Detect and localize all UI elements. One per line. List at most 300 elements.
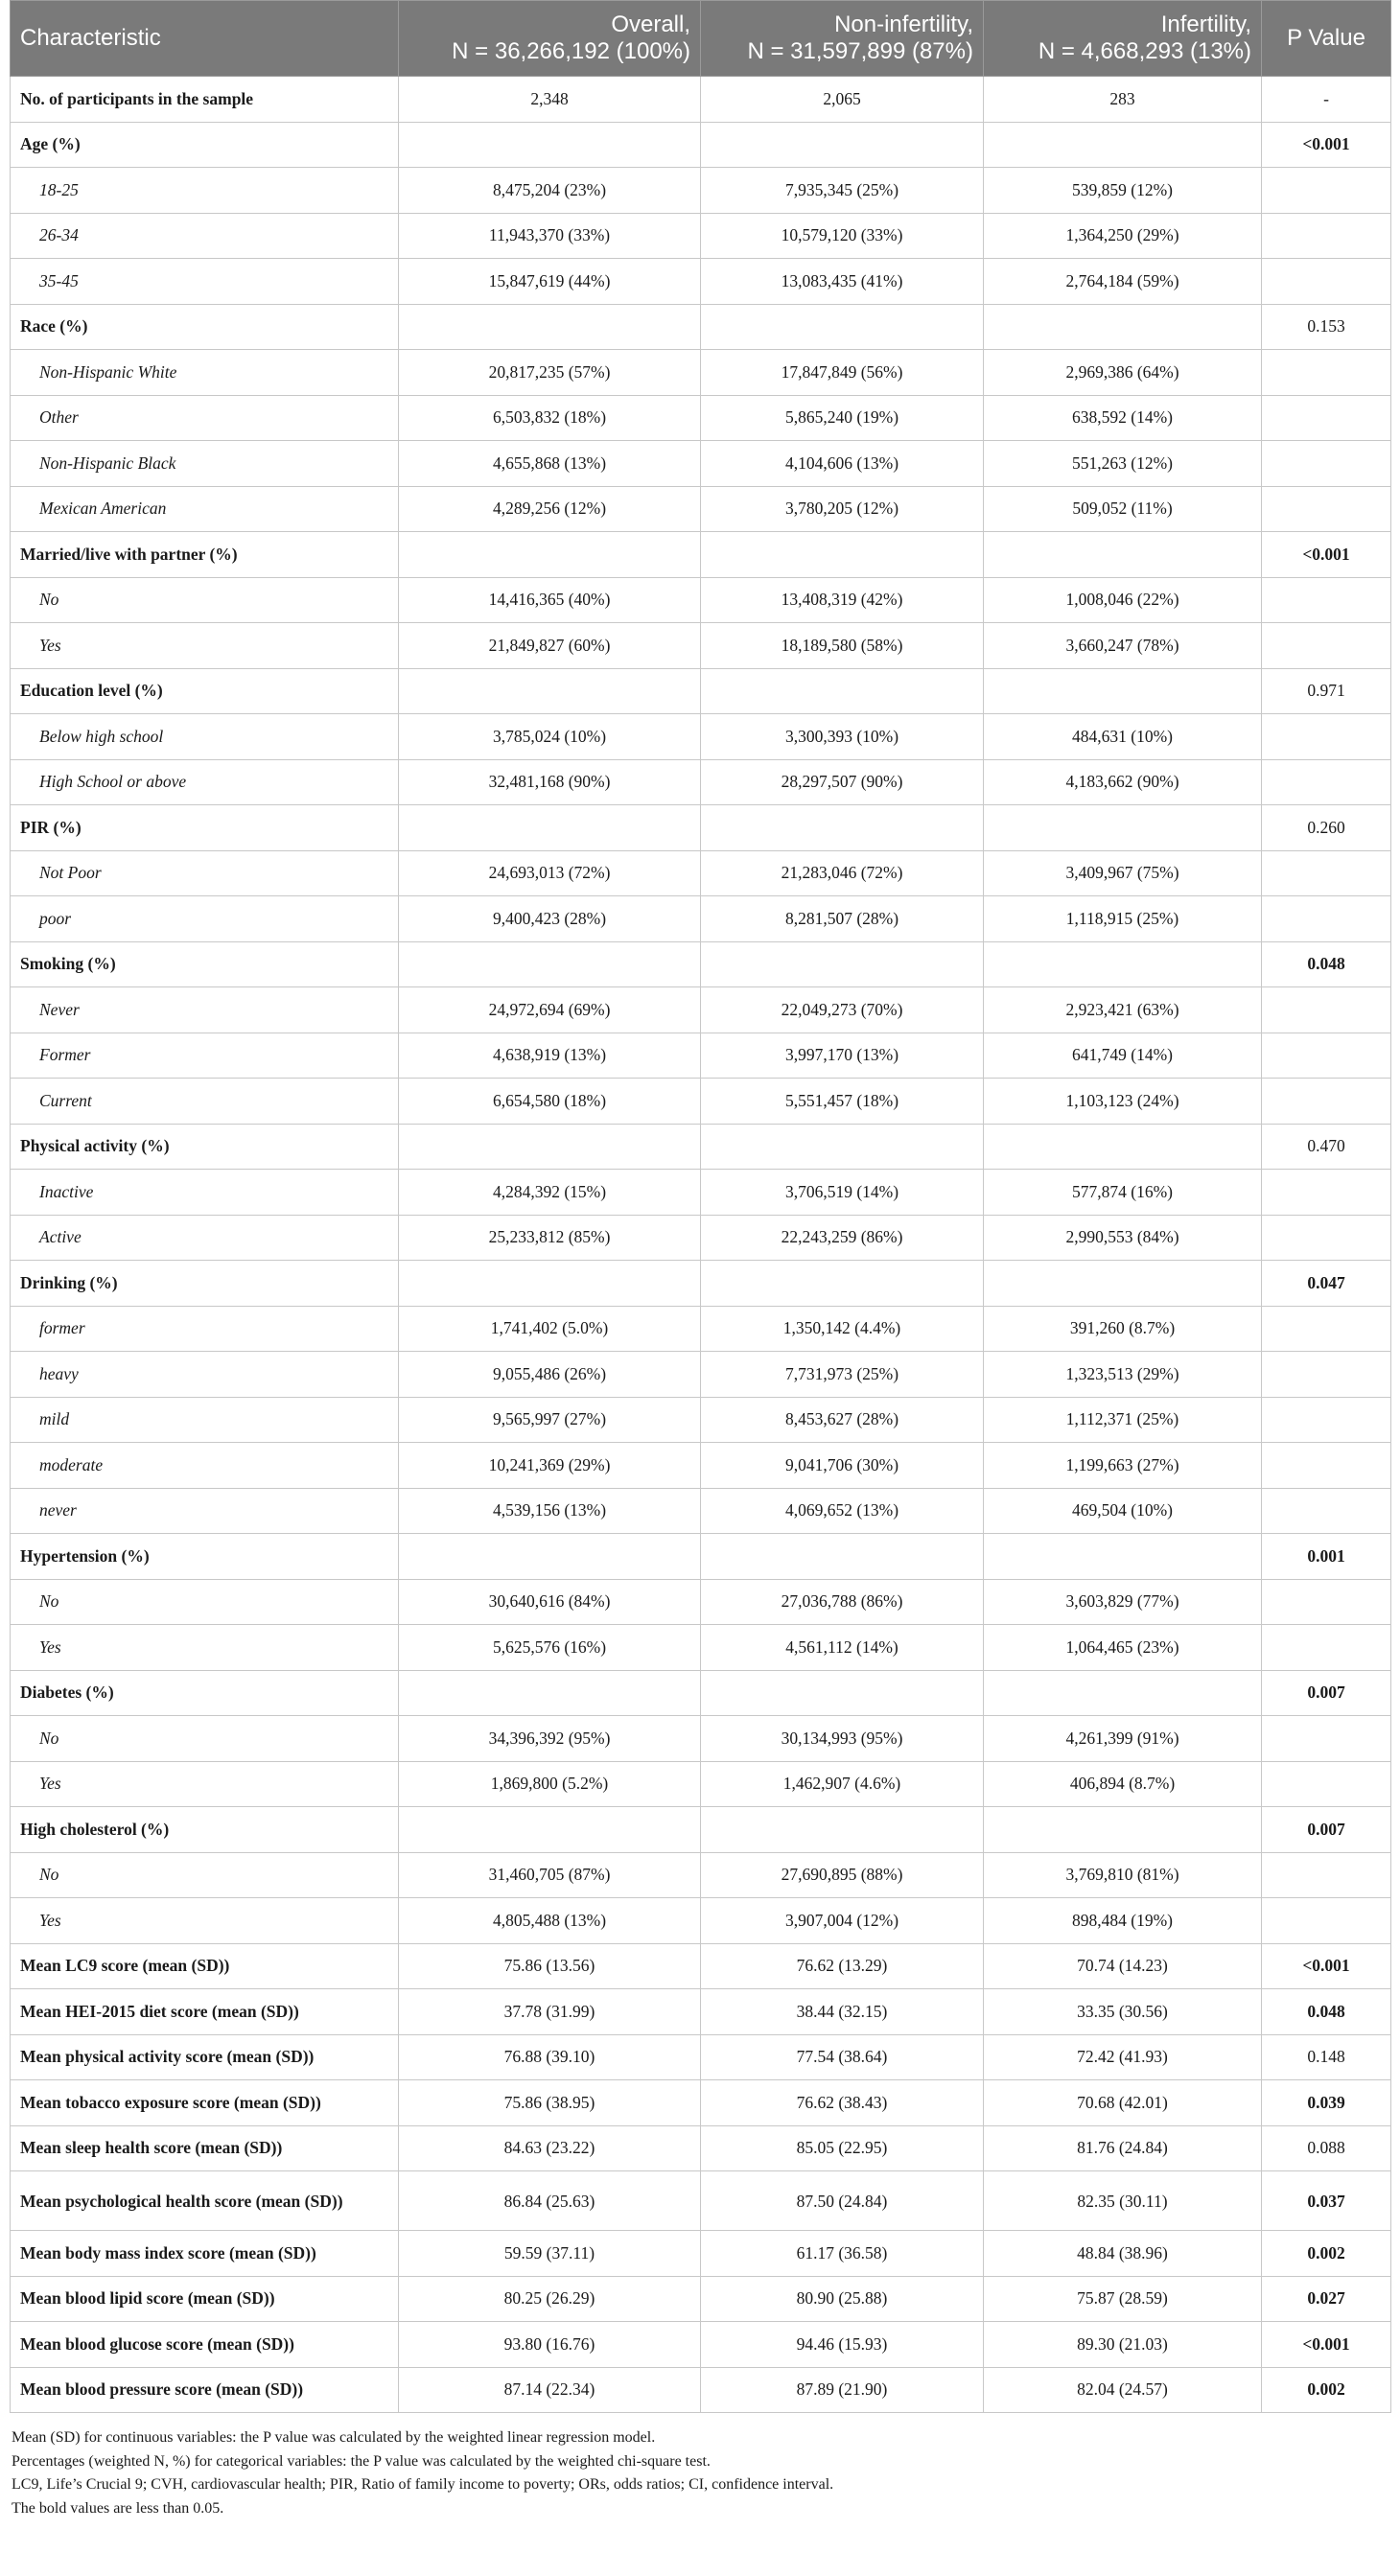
- row-label: High School or above: [11, 759, 399, 805]
- p-value-cell: [1262, 259, 1391, 305]
- infertility-cell: 283: [984, 77, 1262, 123]
- p-value-cell: [1262, 350, 1391, 396]
- table-row: [11, 1170, 1391, 1216]
- overall-cell: 21,849,827 (60%): [399, 623, 701, 669]
- row-label: Never: [11, 987, 399, 1033]
- row-label: Non-Hispanic Black: [11, 441, 399, 487]
- non-infertility-cell: 2,065: [701, 77, 984, 123]
- infertility-cell: [984, 1124, 1262, 1170]
- row-label: Education level (%): [11, 668, 399, 714]
- table-row: [11, 304, 1391, 350]
- infertility-cell: [984, 1534, 1262, 1580]
- row-label: 26-34: [11, 213, 399, 259]
- non-infertility-cell: 22,243,259 (86%): [701, 1215, 984, 1261]
- row-label: Other: [11, 395, 399, 441]
- overall-cell: 4,655,868 (13%): [399, 441, 701, 487]
- row-label: No. of participants in the sample: [11, 77, 399, 123]
- row-label: Race (%): [11, 304, 399, 350]
- infertility-cell: 1,112,371 (25%): [984, 1397, 1262, 1443]
- table-row: [11, 1352, 1391, 1398]
- overall-cell: 1,869,800 (5.2%): [399, 1761, 701, 1807]
- header-p-value: P Value: [1262, 1, 1391, 77]
- row-label: Active: [11, 1215, 399, 1261]
- non-infertility-cell: 4,069,652 (13%): [701, 1488, 984, 1534]
- non-infertility-cell: [701, 1124, 984, 1170]
- infertility-cell: 3,603,829 (77%): [984, 1579, 1262, 1625]
- non-infertility-cell: 87.89 (21.90): [701, 2367, 984, 2413]
- p-value-cell: 0.153: [1262, 304, 1391, 350]
- table-body: [11, 77, 1391, 2413]
- p-value-cell: [1262, 623, 1391, 669]
- table-header: [11, 1, 1391, 77]
- overall-cell: 34,396,392 (95%): [399, 1716, 701, 1762]
- overall-cell: 75.86 (13.56): [399, 1943, 701, 1989]
- p-value-cell: 0.047: [1262, 1261, 1391, 1307]
- non-infertility-cell: 5,865,240 (19%): [701, 395, 984, 441]
- infertility-cell: [984, 532, 1262, 578]
- non-infertility-cell: 38.44 (32.15): [701, 1989, 984, 2035]
- table-row: [11, 1625, 1391, 1671]
- infertility-cell: 4,261,399 (91%): [984, 1716, 1262, 1762]
- p-value-cell: [1262, 1397, 1391, 1443]
- overall-cell: [399, 941, 701, 987]
- infertility-cell: [984, 1670, 1262, 1716]
- row-label: PIR (%): [11, 805, 399, 851]
- non-infertility-cell: [701, 1534, 984, 1580]
- overall-cell: 5,625,576 (16%): [399, 1625, 701, 1671]
- non-infertility-cell: 3,706,519 (14%): [701, 1170, 984, 1216]
- characteristics-table: [10, 0, 1391, 2413]
- p-value-cell: 0.007: [1262, 1807, 1391, 1853]
- table-footnotes: [10, 2426, 1400, 2520]
- overall-cell: 9,400,423 (28%): [399, 896, 701, 942]
- table-row: [11, 1716, 1391, 1762]
- infertility-cell: 551,263 (12%): [984, 441, 1262, 487]
- row-label: Yes: [11, 1898, 399, 1944]
- p-value-cell: 0.037: [1262, 2171, 1391, 2231]
- overall-cell: [399, 1807, 701, 1853]
- p-value-cell: 0.971: [1262, 668, 1391, 714]
- header-characteristic: Characteristic: [11, 1, 399, 77]
- footnote: LC9, Life’s Crucial 9; CVH, cardiovascular health; PIR, Ratio of family income to poverty; ORs, odds ratios; CI, confidence interval.: [12, 2476, 834, 2493]
- infertility-cell: 1,364,250 (29%): [984, 213, 1262, 259]
- overall-cell: 37.78 (31.99): [399, 1989, 701, 2035]
- p-value-cell: [1262, 1716, 1391, 1762]
- overall-cell: 4,289,256 (12%): [399, 486, 701, 532]
- p-value-cell: [1262, 987, 1391, 1033]
- non-infertility-cell: 30,134,993 (95%): [701, 1716, 984, 1762]
- non-infertility-cell: [701, 1261, 984, 1307]
- non-infertility-cell: 21,283,046 (72%): [701, 850, 984, 896]
- table-row: [11, 122, 1391, 168]
- overall-cell: 20,817,235 (57%): [399, 350, 701, 396]
- non-infertility-cell: 13,408,319 (42%): [701, 577, 984, 623]
- infertility-cell: 2,969,386 (64%): [984, 350, 1262, 396]
- table-row: [11, 1989, 1391, 2035]
- non-infertility-cell: [701, 1670, 984, 1716]
- non-infertility-cell: 17,847,849 (56%): [701, 350, 984, 396]
- table-row: [11, 2367, 1391, 2413]
- non-infertility-cell: 4,104,606 (13%): [701, 441, 984, 487]
- non-infertility-cell: [701, 1807, 984, 1853]
- infertility-cell: [984, 1807, 1262, 1853]
- p-value-cell: [1262, 1033, 1391, 1079]
- infertility-cell: 1,323,513 (29%): [984, 1352, 1262, 1398]
- p-value-cell: [1262, 486, 1391, 532]
- p-value-cell: <0.001: [1262, 1943, 1391, 1989]
- non-infertility-cell: 94.46 (15.93): [701, 2322, 984, 2368]
- infertility-cell: [984, 941, 1262, 987]
- p-value-cell: <0.001: [1262, 2322, 1391, 2368]
- infertility-cell: 469,504 (10%): [984, 1488, 1262, 1534]
- p-value-cell: [1262, 1443, 1391, 1489]
- overall-cell: 14,416,365 (40%): [399, 577, 701, 623]
- overall-cell: 84.63 (23.22): [399, 2125, 701, 2171]
- overall-cell: 6,654,580 (18%): [399, 1079, 701, 1125]
- non-infertility-cell: 8,281,507 (28%): [701, 896, 984, 942]
- p-value-cell: 0.470: [1262, 1124, 1391, 1170]
- non-infertility-cell: [701, 805, 984, 851]
- non-infertility-cell: [701, 304, 984, 350]
- table-row: [11, 623, 1391, 669]
- header-overall: Overall, N = 36,266,192 (100%): [399, 1, 701, 77]
- row-label: No: [11, 1852, 399, 1898]
- table-row: [11, 1079, 1391, 1125]
- row-label: No: [11, 577, 399, 623]
- overall-cell: 4,638,919 (13%): [399, 1033, 701, 1079]
- row-label: Non-Hispanic White: [11, 350, 399, 396]
- infertility-cell: 2,923,421 (63%): [984, 987, 1262, 1033]
- header-non-infertility: Non-infertility, N = 31,597,899 (87%): [701, 1, 984, 77]
- row-label: former: [11, 1306, 399, 1352]
- table-row: [11, 2322, 1391, 2368]
- p-value-cell: [1262, 1488, 1391, 1534]
- table-row: [11, 1807, 1391, 1853]
- infertility-cell: [984, 304, 1262, 350]
- overall-cell: 4,805,488 (13%): [399, 1898, 701, 1944]
- infertility-cell: 577,874 (16%): [984, 1170, 1262, 1216]
- overall-cell: 8,475,204 (23%): [399, 168, 701, 214]
- table-row: [11, 1488, 1391, 1534]
- overall-cell: [399, 1124, 701, 1170]
- table-row: [11, 941, 1391, 987]
- infertility-cell: 406,894 (8.7%): [984, 1761, 1262, 1807]
- infertility-cell: 539,859 (12%): [984, 168, 1262, 214]
- infertility-cell: [984, 1261, 1262, 1307]
- p-value-cell: 0.039: [1262, 2080, 1391, 2126]
- row-label: Drinking (%): [11, 1261, 399, 1307]
- row-label: Hypertension (%): [11, 1534, 399, 1580]
- non-infertility-cell: 5,551,457 (18%): [701, 1079, 984, 1125]
- non-infertility-cell: [701, 532, 984, 578]
- p-value-cell: 0.260: [1262, 805, 1391, 851]
- p-value-cell: 0.002: [1262, 2231, 1391, 2277]
- overall-cell: 9,565,997 (27%): [399, 1397, 701, 1443]
- row-label: Mexican American: [11, 486, 399, 532]
- row-label: No: [11, 1579, 399, 1625]
- table-row: [11, 77, 1391, 123]
- table-row: [11, 1033, 1391, 1079]
- overall-cell: 4,539,156 (13%): [399, 1488, 701, 1534]
- overall-cell: 93.80 (16.76): [399, 2322, 701, 2368]
- row-label: Mean LC9 score (mean (SD)): [11, 1943, 399, 1989]
- row-label: Below high school: [11, 714, 399, 760]
- overall-cell: 32,481,168 (90%): [399, 759, 701, 805]
- table-row: [11, 1443, 1391, 1489]
- p-value-cell: [1262, 168, 1391, 214]
- overall-cell: 75.86 (38.95): [399, 2080, 701, 2126]
- p-value-cell: [1262, 395, 1391, 441]
- footnote: Percentages (weighted N, %) for categorical variables: the P value was calculated by the weighted chi-square test.: [12, 2452, 711, 2470]
- infertility-cell: 898,484 (19%): [984, 1898, 1262, 1944]
- p-value-cell: [1262, 1625, 1391, 1671]
- overall-cell: 3,785,024 (10%): [399, 714, 701, 760]
- non-infertility-cell: 22,049,273 (70%): [701, 987, 984, 1033]
- overall-cell: [399, 668, 701, 714]
- infertility-cell: 1,118,915 (25%): [984, 896, 1262, 942]
- non-infertility-cell: 3,997,170 (13%): [701, 1033, 984, 1079]
- infertility-cell: 4,183,662 (90%): [984, 759, 1262, 805]
- p-value-cell: 0.002: [1262, 2367, 1391, 2413]
- overall-cell: 31,460,705 (87%): [399, 1852, 701, 1898]
- table-row: [11, 850, 1391, 896]
- infertility-cell: 1,064,465 (23%): [984, 1625, 1262, 1671]
- non-infertility-cell: [701, 941, 984, 987]
- p-value-cell: [1262, 441, 1391, 487]
- row-label: Married/live with partner (%): [11, 532, 399, 578]
- p-value-cell: [1262, 1215, 1391, 1261]
- non-infertility-cell: 18,189,580 (58%): [701, 623, 984, 669]
- p-value-cell: [1262, 213, 1391, 259]
- row-label: Smoking (%): [11, 941, 399, 987]
- overall-cell: 25,233,812 (85%): [399, 1215, 701, 1261]
- header-row: [11, 1, 1391, 77]
- table-row: [11, 2125, 1391, 2171]
- infertility-cell: 70.68 (42.01): [984, 2080, 1262, 2126]
- infertility-cell: 2,764,184 (59%): [984, 259, 1262, 305]
- p-value-cell: [1262, 1852, 1391, 1898]
- infertility-cell: 72.42 (41.93): [984, 2034, 1262, 2080]
- p-value-cell: [1262, 1079, 1391, 1125]
- table-row: [11, 987, 1391, 1033]
- footnote: Mean (SD) for continuous variables: the P value was calculated by the weighted linear regression model.: [12, 2429, 656, 2446]
- overall-cell: [399, 532, 701, 578]
- row-label: poor: [11, 896, 399, 942]
- p-value-cell: [1262, 850, 1391, 896]
- p-value-cell: [1262, 1761, 1391, 1807]
- table-row: [11, 395, 1391, 441]
- non-infertility-cell: 3,780,205 (12%): [701, 486, 984, 532]
- overall-cell: 6,503,832 (18%): [399, 395, 701, 441]
- infertility-cell: 638,592 (14%): [984, 395, 1262, 441]
- infertility-cell: 2,990,553 (84%): [984, 1215, 1262, 1261]
- table-row: [11, 486, 1391, 532]
- overall-cell: 9,055,486 (26%): [399, 1352, 701, 1398]
- row-label: High cholesterol (%): [11, 1807, 399, 1853]
- table-row: [11, 441, 1391, 487]
- row-label: heavy: [11, 1352, 399, 1398]
- table-row: [11, 1306, 1391, 1352]
- table-row: [11, 2080, 1391, 2126]
- row-label: Yes: [11, 1761, 399, 1807]
- overall-cell: [399, 304, 701, 350]
- row-label: Former: [11, 1033, 399, 1079]
- p-value-cell: 0.001: [1262, 1534, 1391, 1580]
- overall-cell: [399, 1261, 701, 1307]
- non-infertility-cell: 10,579,120 (33%): [701, 213, 984, 259]
- table-row: [11, 805, 1391, 851]
- row-label: Mean body mass index score (mean (SD)): [11, 2231, 399, 2277]
- overall-cell: 76.88 (39.10): [399, 2034, 701, 2080]
- infertility-cell: 1,199,663 (27%): [984, 1443, 1262, 1489]
- infertility-cell: 3,409,967 (75%): [984, 850, 1262, 896]
- non-infertility-cell: 87.50 (24.84): [701, 2171, 984, 2231]
- overall-cell: [399, 1670, 701, 1716]
- non-infertility-cell: 80.90 (25.88): [701, 2276, 984, 2322]
- infertility-cell: 391,260 (8.7%): [984, 1306, 1262, 1352]
- row-label: mild: [11, 1397, 399, 1443]
- table-row: [11, 668, 1391, 714]
- p-value-cell: -: [1262, 77, 1391, 123]
- overall-cell: 15,847,619 (44%): [399, 259, 701, 305]
- p-value-cell: 0.088: [1262, 2125, 1391, 2171]
- p-value-cell: [1262, 714, 1391, 760]
- row-label: Age (%): [11, 122, 399, 168]
- infertility-cell: 1,008,046 (22%): [984, 577, 1262, 623]
- table-container: [10, 0, 1400, 2520]
- row-label: Inactive: [11, 1170, 399, 1216]
- table-row: [11, 2034, 1391, 2080]
- row-label: Mean psychological health score (mean (SD)): [11, 2171, 399, 2231]
- infertility-cell: 89.30 (21.03): [984, 2322, 1262, 2368]
- table-row: [11, 1670, 1391, 1716]
- table-row: [11, 1852, 1391, 1898]
- non-infertility-cell: 7,935,345 (25%): [701, 168, 984, 214]
- table-row: [11, 259, 1391, 305]
- table-row: [11, 1579, 1391, 1625]
- table-row: [11, 1761, 1391, 1807]
- infertility-cell: 484,631 (10%): [984, 714, 1262, 760]
- row-label: Mean physical activity score (mean (SD)): [11, 2034, 399, 2080]
- infertility-cell: 48.84 (38.96): [984, 2231, 1262, 2277]
- p-value-cell: <0.001: [1262, 532, 1391, 578]
- row-label: Yes: [11, 1625, 399, 1671]
- overall-cell: [399, 1534, 701, 1580]
- infertility-cell: 33.35 (30.56): [984, 1989, 1262, 2035]
- p-value-cell: 0.048: [1262, 941, 1391, 987]
- table-row: [11, 350, 1391, 396]
- p-value-cell: [1262, 1306, 1391, 1352]
- infertility-cell: 509,052 (11%): [984, 486, 1262, 532]
- row-label: Mean blood glucose score (mean (SD)): [11, 2322, 399, 2368]
- table-row: [11, 2231, 1391, 2277]
- non-infertility-cell: 13,083,435 (41%): [701, 259, 984, 305]
- overall-cell: 11,943,370 (33%): [399, 213, 701, 259]
- p-value-cell: <0.001: [1262, 122, 1391, 168]
- table-row: [11, 1124, 1391, 1170]
- table-row: [11, 577, 1391, 623]
- row-label: 35-45: [11, 259, 399, 305]
- p-value-cell: [1262, 759, 1391, 805]
- non-infertility-cell: 85.05 (22.95): [701, 2125, 984, 2171]
- overall-cell: 1,741,402 (5.0%): [399, 1306, 701, 1352]
- row-label: Not Poor: [11, 850, 399, 896]
- table-row: [11, 2276, 1391, 2322]
- infertility-cell: 3,769,810 (81%): [984, 1852, 1262, 1898]
- non-infertility-cell: [701, 668, 984, 714]
- overall-cell: 80.25 (26.29): [399, 2276, 701, 2322]
- non-infertility-cell: 3,907,004 (12%): [701, 1898, 984, 1944]
- infertility-cell: 641,749 (14%): [984, 1033, 1262, 1079]
- row-label: Mean sleep health score (mean (SD)): [11, 2125, 399, 2171]
- overall-cell: 86.84 (25.63): [399, 2171, 701, 2231]
- infertility-cell: [984, 668, 1262, 714]
- footnote: The bold values are less than 0.05.: [12, 2499, 224, 2517]
- overall-cell: 87.14 (22.34): [399, 2367, 701, 2413]
- infertility-cell: 75.87 (28.59): [984, 2276, 1262, 2322]
- non-infertility-cell: 1,462,907 (4.6%): [701, 1761, 984, 1807]
- non-infertility-cell: 76.62 (38.43): [701, 2080, 984, 2126]
- overall-cell: 2,348: [399, 77, 701, 123]
- row-label: never: [11, 1488, 399, 1534]
- infertility-cell: 1,103,123 (24%): [984, 1079, 1262, 1125]
- overall-cell: 24,693,013 (72%): [399, 850, 701, 896]
- p-value-cell: 0.148: [1262, 2034, 1391, 2080]
- overall-cell: 10,241,369 (29%): [399, 1443, 701, 1489]
- row-label: Yes: [11, 623, 399, 669]
- table-row: [11, 1215, 1391, 1261]
- table-row: [11, 1898, 1391, 1944]
- p-value-cell: [1262, 577, 1391, 623]
- row-label: No: [11, 1716, 399, 1762]
- non-infertility-cell: 8,453,627 (28%): [701, 1397, 984, 1443]
- overall-cell: [399, 122, 701, 168]
- table-row: [11, 168, 1391, 214]
- row-label: Mean blood pressure score (mean (SD)): [11, 2367, 399, 2413]
- p-value-cell: [1262, 1170, 1391, 1216]
- non-infertility-cell: 27,690,895 (88%): [701, 1852, 984, 1898]
- row-label: 18-25: [11, 168, 399, 214]
- non-infertility-cell: 7,731,973 (25%): [701, 1352, 984, 1398]
- p-value-cell: 0.048: [1262, 1989, 1391, 2035]
- infertility-cell: 82.35 (30.11): [984, 2171, 1262, 2231]
- overall-cell: 59.59 (37.11): [399, 2231, 701, 2277]
- overall-cell: 4,284,392 (15%): [399, 1170, 701, 1216]
- non-infertility-cell: 77.54 (38.64): [701, 2034, 984, 2080]
- p-value-cell: [1262, 1579, 1391, 1625]
- infertility-cell: 3,660,247 (78%): [984, 623, 1262, 669]
- row-label: Current: [11, 1079, 399, 1125]
- table-row: [11, 1943, 1391, 1989]
- non-infertility-cell: 3,300,393 (10%): [701, 714, 984, 760]
- row-label: Mean tobacco exposure score (mean (SD)): [11, 2080, 399, 2126]
- row-label: Mean blood lipid score (mean (SD)): [11, 2276, 399, 2322]
- p-value-cell: 0.027: [1262, 2276, 1391, 2322]
- non-infertility-cell: [701, 122, 984, 168]
- p-value-cell: [1262, 1898, 1391, 1944]
- table-row: [11, 1261, 1391, 1307]
- infertility-cell: 81.76 (24.84): [984, 2125, 1262, 2171]
- table-row: [11, 1397, 1391, 1443]
- table-row: [11, 213, 1391, 259]
- p-value-cell: [1262, 1352, 1391, 1398]
- p-value-cell: 0.007: [1262, 1670, 1391, 1716]
- row-label: Physical activity (%): [11, 1124, 399, 1170]
- infertility-cell: 70.74 (14.23): [984, 1943, 1262, 1989]
- non-infertility-cell: 76.62 (13.29): [701, 1943, 984, 1989]
- table-row: [11, 2171, 1391, 2231]
- header-infertility: Infertility, N = 4,668,293 (13%): [984, 1, 1262, 77]
